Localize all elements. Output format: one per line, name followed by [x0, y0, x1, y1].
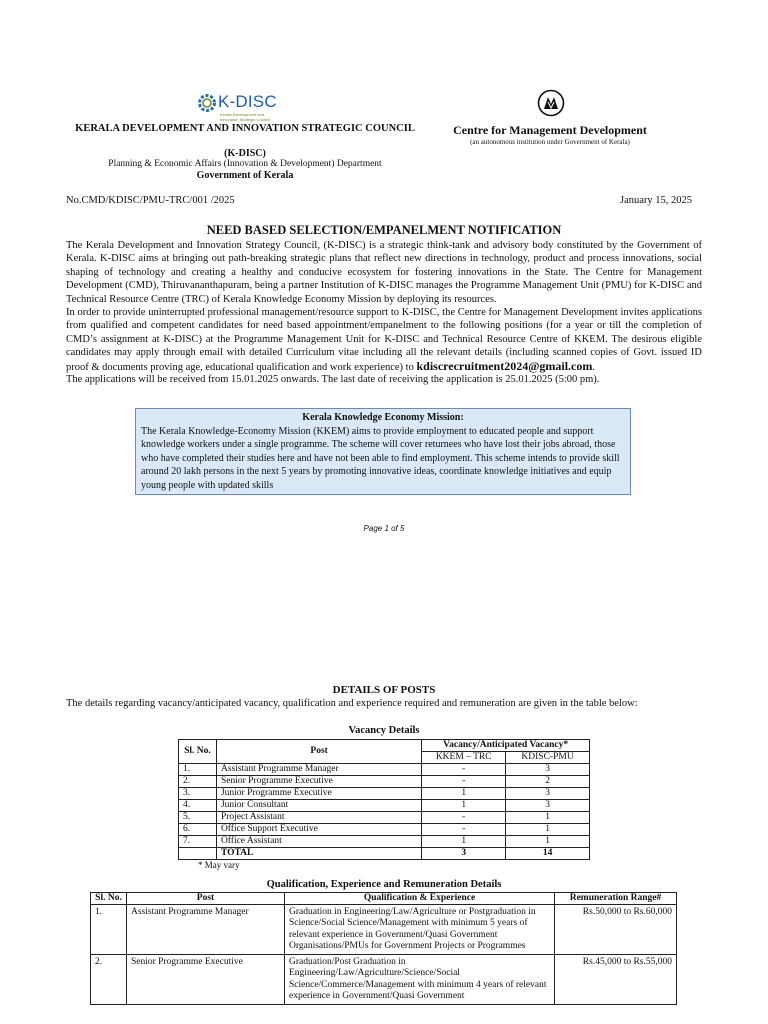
qual-cell-qualification: Graduation in Engineering/Law/Agriculture or Postgraduation in Science/Social Science/Management with minimum 5 years of relevant experience in Government/Quasi Government Organisations/PMUs for Government Projects or Programmes — [285, 905, 555, 955]
government-name: Government of Kerala — [196, 170, 294, 181]
vacancy-cell-kkem: 1 — [422, 788, 506, 800]
reference-date: January 15, 2025 — [620, 195, 693, 206]
cmd-logo-icon — [537, 89, 565, 117]
application-email-link[interactable]: kdiscrecruitment2024@gmail.com — [416, 358, 593, 373]
org-name: KERALA DEVELOPMENT AND INNOVATION STRATEGIC COUNCIL — [75, 123, 415, 134]
table-row — [91, 905, 677, 955]
qual-header-remuneration: Remuneration Range# — [555, 893, 677, 905]
kdisc-logo — [196, 92, 306, 124]
qualification-table — [90, 892, 677, 1005]
vacancy-table-title: Vacancy Details — [348, 725, 420, 736]
vacancy-cell-sl: 7. — [179, 836, 217, 848]
vacancy-cell-kdisc: 1 — [506, 824, 590, 836]
org-abbreviation: (K-DISC) — [224, 148, 266, 159]
vacancy-cell-kkem: - — [422, 776, 506, 788]
vacancy-cell-post: Senior Programme Executive — [216, 776, 421, 788]
qual-cell-remuneration: Rs.50,000 to Rs.60,000 — [555, 905, 677, 955]
table-row-total — [179, 848, 590, 860]
qual-cell-post: Assistant Programme Manager — [127, 905, 285, 955]
vacancy-total-kkem: 3 — [422, 848, 506, 860]
vacancy-cell-sl — [179, 848, 217, 860]
vacancy-header-post: Post — [216, 740, 421, 764]
reference-number: No.CMD/KDISC/PMU-TRC/001 /2025 — [66, 195, 235, 206]
vacancy-header-sl-no: Sl. No. — [179, 740, 217, 764]
intro-paragraph: The Kerala Development and Innovation Strategy Council, (K-DISC) is a strategic think-tank and advisory body constituted by the Government of Kerala. K-DISC aims at bringing out path-breaking strategic plans that reflect new directions in technology, product and process innovations, social shaping of technology and creating a healthy and conducive ecosystem for fostering innovations in the State. The Centre for Management Development (CMD), Thiruvananthapuram, being a partner Institution of K-DISC manages the Programme Management Unit (PMU) for K-DISC and Technical Resource Centre (TRC) of Kerala Knowledge Economy Mission by deploying its resources. — [66, 240, 702, 305]
application-text: In order to provide uninterrupted professional management/resource support to K-DISC, the Centre for Management Development invites applications from qualified and competent candidates for need based appointment/empanelment to the following positions (for a year or till the completion of CMD’s assignment at K-DISC) at the Programme Management Unit for K-DISC and Technical Resource Centre of KKEM. The desirous eligible candidates may apply through email with detailed Curriculum vitae including all the relevant details (including scanned copies of Govt. issued ID proof & documents proving age, educational qualification and work experience) to — [66, 307, 702, 373]
qual-cell-post: Senior Programme Executive — [127, 955, 285, 1005]
kdisc-logo-tagline: Kerala Development and Innovation Strategic Council — [220, 112, 270, 122]
vacancy-cell-post: Junior Programme Executive — [216, 788, 421, 800]
vacancy-total-label: TOTAL — [216, 848, 421, 860]
kkem-info-box — [135, 408, 631, 495]
qual-cell-sl: 2. — [91, 955, 127, 1005]
qual-cell-qualification: Graduation/Post Graduation in Engineering/Law/Agriculture/Science/Social Science/Commerce/Management with minimum 4 years of relevant experience in Government/Quasi Government — [285, 955, 555, 1005]
kdisc-logo-text: K-DISC — [218, 92, 277, 111]
vacancy-cell-post: Junior Consultant — [216, 800, 421, 812]
vacancy-header-group: Vacancy/Anticipated Vacancy* — [422, 740, 590, 752]
vacancy-cell-sl: 1. — [179, 764, 217, 776]
vacancy-cell-sl: 3. — [179, 788, 217, 800]
vacancy-cell-post: Office Assistant — [216, 836, 421, 848]
vacancy-cell-kdisc: 2 — [506, 776, 590, 788]
vacancy-cell-kdisc: 1 — [506, 812, 590, 824]
table-row — [179, 788, 590, 800]
table-row — [179, 824, 590, 836]
deadline-paragraph: The applications will be received from 15.01.2025 onwards. The last date of receiving the application is 25.01.2025 (5:00 pm). — [66, 374, 600, 385]
qual-cell-remuneration: Rs.45,000 to Rs.55,000 — [555, 955, 677, 1005]
cmd-subtitle: (an autonomous institution under Government of Kerala) — [470, 138, 630, 146]
vacancy-cell-sl: 4. — [179, 800, 217, 812]
vacancy-header-kkem: KKEM – TRC — [422, 752, 506, 764]
vacancy-footnote: * May vary — [198, 860, 240, 870]
table-row — [179, 776, 590, 788]
qual-cell-sl: 1. — [91, 905, 127, 955]
vacancy-cell-kdisc: 1 — [506, 836, 590, 848]
vacancy-cell-kdisc: 3 — [506, 764, 590, 776]
qual-header-qualification: Qualification & Experience — [285, 893, 555, 905]
department-name: Planning & Economic Affairs (Innovation & Development) Department — [108, 159, 382, 169]
table-row — [179, 836, 590, 848]
email-suffix: . — [592, 361, 596, 373]
vacancy-cell-kkem: 1 — [422, 800, 506, 812]
vacancy-total-kdisc: 14 — [506, 848, 590, 860]
details-intro: The details regarding vacancy/anticipated vacancy, qualification and experience required and remuneration are given in the table below: — [66, 698, 638, 709]
vacancy-cell-kdisc: 3 — [506, 800, 590, 812]
vacancy-cell-sl: 5. — [179, 812, 217, 824]
notice-title: NEED BASED SELECTION/EMPANELMENT NOTIFICATION — [206, 223, 562, 237]
vacancy-cell-sl: 6. — [179, 824, 217, 836]
vacancy-header-kdisc: KDISC-PMU — [506, 752, 590, 764]
vacancy-cell-sl: 2. — [179, 776, 217, 788]
table-row — [179, 764, 590, 776]
table-row — [179, 812, 590, 824]
vacancy-cell-post: Assistant Programme Manager — [216, 764, 421, 776]
kkem-box-title: Kerala Knowledge Economy Mission: — [302, 412, 464, 423]
vacancy-cell-kkem: - — [422, 812, 506, 824]
details-title: DETAILS OF POSTS — [332, 684, 436, 696]
vacancy-cell-kkem: 1 — [422, 836, 506, 848]
vacancy-cell-kkem: - — [422, 824, 506, 836]
gear-icon — [196, 92, 218, 114]
qualification-table-title: Qualification, Experience and Remuneration Details — [266, 879, 502, 890]
cmd-name: Centre for Management Development — [453, 123, 647, 137]
page-number: Page 1 of 5 — [363, 524, 405, 533]
vacancy-table — [178, 739, 590, 860]
qual-header-post: Post — [127, 893, 285, 905]
vacancy-cell-kdisc: 3 — [506, 788, 590, 800]
application-paragraph — [66, 306, 702, 374]
vacancy-cell-post: Office Support Executive — [216, 824, 421, 836]
vacancy-cell-kkem: - — [422, 764, 506, 776]
vacancy-cell-post: Project Assistant — [216, 812, 421, 824]
table-row — [91, 955, 677, 1005]
kkem-box-body: The Kerala Knowledge-Economy Mission (KKEM) aims to provide employment to educated people and support knowledge workers under a single programme. The scheme will cover returnees who have lost their jobs abroad, those who have completed their studies here and have not been able to find employment. This scheme intends to provide skill around 20 lakh persons in the next 5 years by promoting innovative ideas, coordinate knowledge initiatives and equip young people with updated skills — [141, 425, 620, 491]
table-row — [179, 800, 590, 812]
qual-header-sl-no: Sl. No. — [91, 893, 127, 905]
